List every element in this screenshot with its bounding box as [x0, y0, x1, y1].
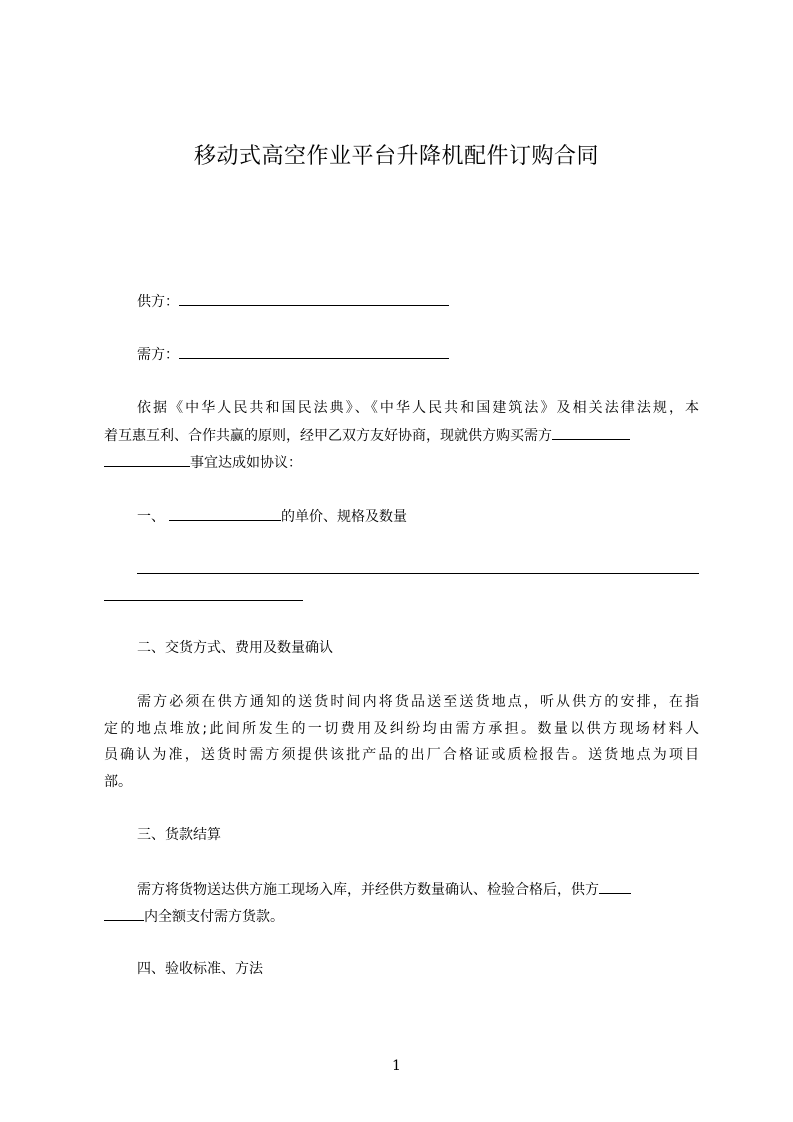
section3-blank-2 [104, 906, 144, 921]
intro-blank-1 [552, 425, 630, 440]
intro-line-2 [104, 425, 630, 446]
section2-line-4: 部。 [104, 774, 132, 790]
supplier-blank [179, 291, 449, 306]
intro-line-3-text: 事宜达成如协议： [190, 455, 302, 471]
intro-line-2-text: 着互惠互利、合作共赢的原则，经甲乙双方友好协商，现就供方购买需方 [104, 428, 552, 444]
section3-heading: 三、货款结算 [137, 827, 221, 843]
section3-line-2 [104, 906, 284, 927]
intro-line-3 [104, 452, 302, 473]
buyer-blank [179, 344, 449, 359]
section1-heading [137, 506, 407, 527]
document-title: 移动式高空作业平台升降机配件订购合同 [193, 144, 599, 169]
section2-line-2: 定的地点堆放;此间所发生的一切费用及纠纷均由需方承担。数量以供方现场材料人 [104, 721, 699, 737]
section2-heading: 二、交货方式、费用及数量确认 [137, 640, 333, 656]
section1-fill-line-2 [104, 600, 303, 601]
section1-blank [169, 506, 281, 521]
buyer-line [137, 344, 449, 365]
section2-line-3: 员确认为准，送货时需方须提供该批产品的出厂合格证或质检报告。送货地点为项目 [104, 747, 699, 763]
section2-line-1: 需方必须在供方通知的送货时间内将货品送至送货地点，听从供方的安排，在指 [137, 694, 699, 710]
intro-line-1: 依据《中华人民共和国民法典》、《中华人民共和国建筑法》及相关法律法规，本 [137, 400, 699, 416]
buyer-label: 需方： [137, 347, 179, 363]
section1-number: 一、 [137, 509, 165, 525]
section1-fill-line-1 [137, 573, 699, 574]
section3-line-2-text: 内全额支付需方货款。 [144, 909, 284, 925]
section1-heading-text: 的单价、规格及数量 [281, 509, 407, 525]
section4-heading: 四、验收标准、方法 [137, 961, 263, 977]
supplier-line [137, 291, 449, 312]
intro-blank-2 [104, 452, 190, 467]
section3-line-1 [137, 879, 631, 900]
section3-line-1-text: 需方将货物送达供方施工现场入库，并经供方数量确认、检验合格后，供方 [137, 882, 599, 898]
page-number: 1 [392, 1058, 401, 1074]
supplier-label: 供方： [137, 294, 179, 310]
section3-blank-1 [599, 879, 631, 894]
